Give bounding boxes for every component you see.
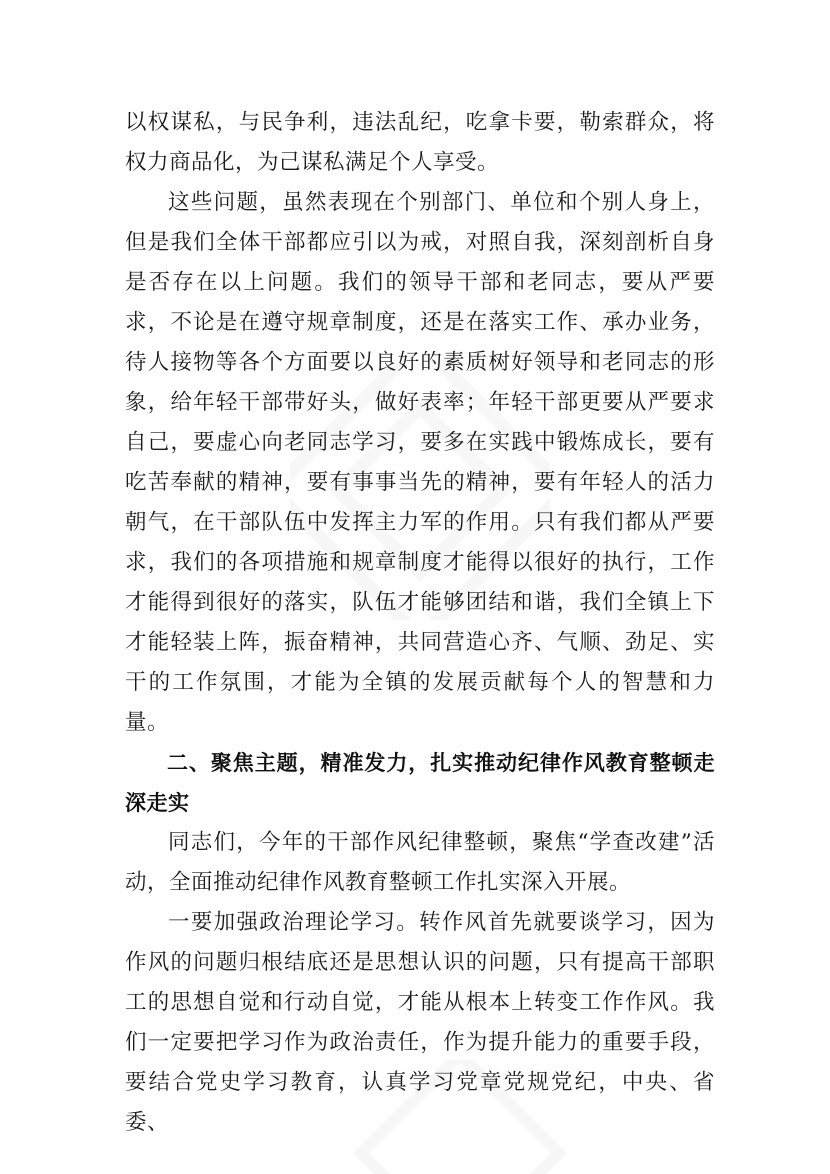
paragraph-2: 这些问题，虽然表现在个别部门、单位和个别人身上，但是我们全体干部都应引以为戒，对照自我，深刻剖析自身是否存在以上问题。我们的领导干部和老同志，要从严要求，不论是在遵守规章制度，还是在落实工作、承办业务，待人接物等各个方面要以良好的素质树好领导和老同志的形象，给年轻干部带好头，做好表率；年轻干部更要从严要求自己，要虚心向老同志学习，要多在实践中锻炼成长，要有吃苦奉献的精神，要有事事当先的精神，要有年轻人的活力朝气，在干部队伍中发挥主力军的作用。只有我们都从严要求，我们的各项措施和规章制度才能得以很好的执行，工作才能得到很好的落实，队伍才能够团结和谐，我们全镇上下才能轻装上阵，振奋精神，共同营造心齐、气顺、劲足、实干的工作氛围，才能为全镇的发展贡献每个人的智慧和力量。 [125,190,715,735]
paragraph-3: 同志们，今年的干部作风纪律整顿，聚焦“学查改建”活动，全面推动纪律作风教育整顿工作扎实深入开展。 [125,830,715,895]
paragraph-1: 以权谋私，与民争利，违法乱纪，吃拿卡要，勒索群众，将权力商品化，为己谋私满足个人享受。 [125,110,715,175]
section-heading: 二、聚焦主题，精准发力，扎实推动纪律作风教育整顿走深走实 [125,751,715,815]
document-body [125,103,715,1143]
paragraph-4: 一要加强政治理论学习。转作风首先就要谈学习，因为作风的问题归根结底还是思想认识的问题，只有提高干部职工的思想自觉和行动自觉，才能从根本上转变工作作风。我们一定要把学习作为政治责任，作为提升能力的重要手段，要结合党史学习教育，认真学习党章党规党纪，中央、省委、 [125,910,715,1135]
